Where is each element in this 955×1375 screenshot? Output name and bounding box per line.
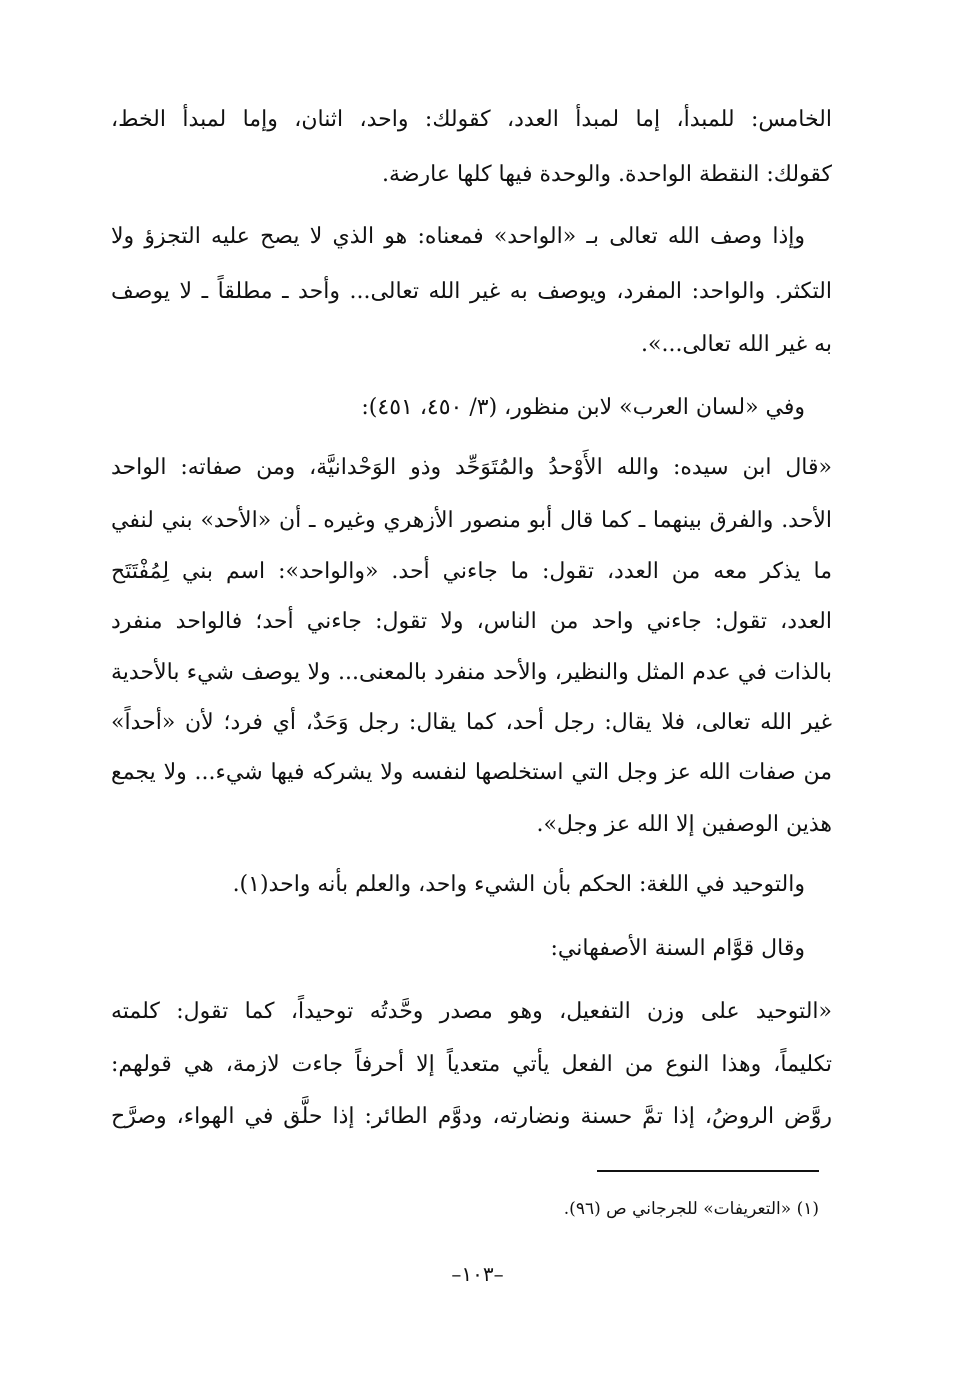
text-line: بالذات في عدم المثل والنظير، والأحد منفرد بالمعنى... ولا يوصف شيء بالأحدية [111,660,832,685]
text-line: العدد، تقول: جاءني واحد من الناس، ولا تقول: جاءني أحد؛ فالواحد منفرد [111,609,832,634]
text-line: هذين الوصفين إلا الله عز وجل». [536,812,832,837]
text-line: الأحد. والفرق بينهما ـ كما قال أبو منصور الأزهري وغيره ـ أن «الأحد» بني لنفي [111,508,832,533]
text-line: والتوحيد في اللغة: الحكم بأن الشيء واحد، والعلم بأنه واحد(١). [232,872,805,897]
text-line: كقولك: النقطة الواحدة. والوحدة فيها كلها عارضة. [382,162,832,187]
text-line: وفي «لسان العرب» لابن منظور، (٣/ ٤٥٠، ٤٥١): [361,395,805,420]
text-line: «التوحيد على وزن التفعيل، وهو مصدر وحَّدتُه توحيداً، كما تقول: كلمته [111,999,832,1024]
footnote: (١) «التعريفات» للجرجاني ص (٩٦). [563,1199,819,1219]
text-line: ما يذكر معه من العدد، تقول: ما جاءني أحد. «والواحد»: اسم بني لِمُفْتَتَح [111,559,832,584]
page-number: –١٠٣– [451,1262,504,1286]
text-line: من صفات الله عز وجل التي استخلصها لنفسه ولا يشركه فيها شيء... ولا يجمع [111,760,832,785]
text-line: الخامس: للمبدأ، إما لمبدأ العدد، كقولك: واحد، اثنان، وإما لمبدأ الخط، [111,107,832,132]
text-line: «قال ابن سيده: والله الأَوْحدُ والمُتَوَحِّد وذو الوَحْدانيَّة، ومن صفاته: الواحد [111,455,832,480]
text-line: به غير الله تعالى...». [641,332,832,357]
text-line: روَّض الروضُ، إذا تمَّ حسنة ونضارته، ودوَّم الطائر: إذا حلَّق في الهواء، وصرَّح [111,1104,832,1129]
text-line: وإذا وصف الله تعالى بـ «الواحد» فمعناه: هو الذي لا يصح عليه التجزؤ ولا [111,224,805,249]
footnote-divider [597,1170,819,1172]
text-line: غير الله تعالى، فلا يقال: رجل أحد، كما يقال: رجل وَحَدٌ، أي فرد؛ لأن «أحداً» [111,710,832,735]
text-line: وقال قوَّام السنة الأصفهاني: [550,936,805,961]
text-line: التكثر. والواحد: المفرد، ويوصف به غير الله تعالى... وأحد ـ مطلقاً ـ لا يوصف [111,279,832,304]
text-line: تكليماً، وهذا النوع من الفعل يأتي متعدياً إلا أحرفاً جاءت لازمة، هي قولهم: [111,1052,832,1077]
